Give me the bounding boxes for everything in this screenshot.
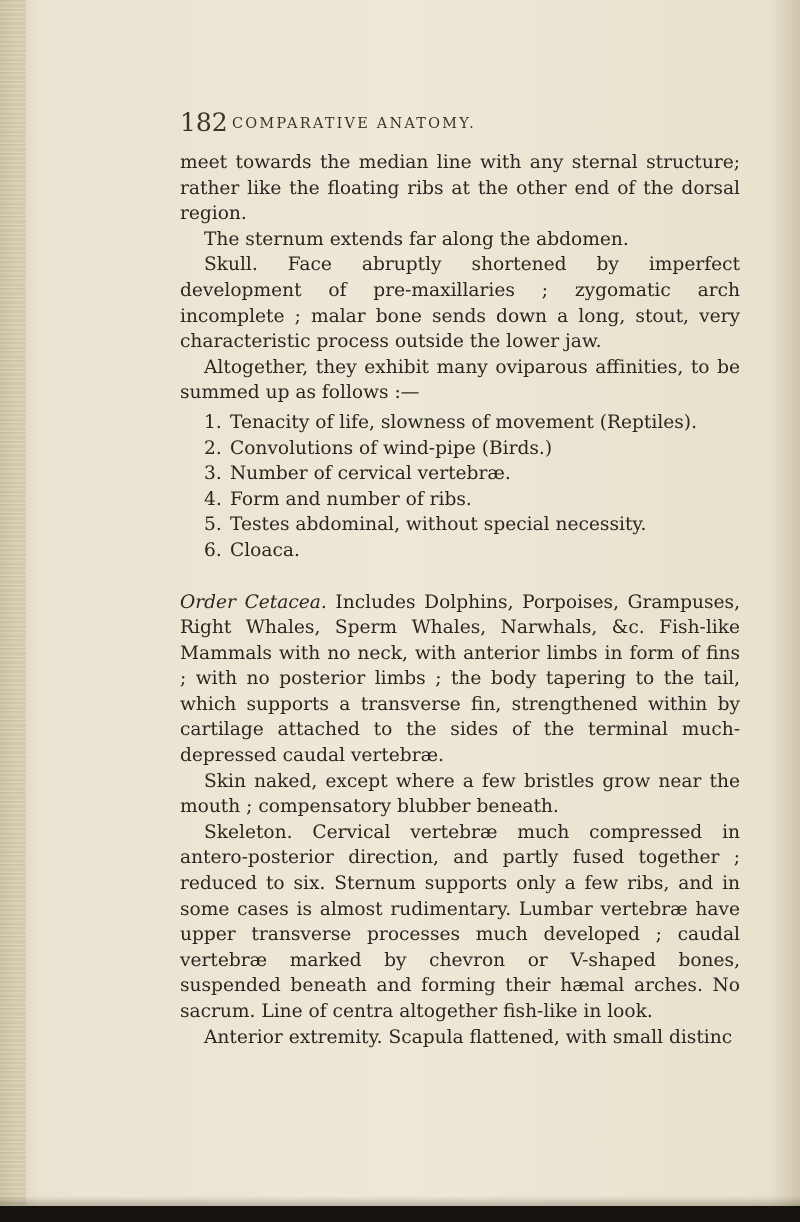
list-item-text: Tenacity of life, slowness of movement (Reptiles).: [230, 411, 697, 433]
section-spacer: [180, 564, 740, 590]
affinities-list: [180, 410, 740, 564]
list-item-number: 2.: [204, 437, 222, 459]
list-item-text: Convolutions of wind-pipe (Birds.): [230, 437, 553, 459]
order-heading: Order Cetacea.: [180, 591, 327, 613]
page-bottom-shadow: [0, 1196, 800, 1206]
page-bottom-edge: [0, 1206, 800, 1222]
page-header: [180, 108, 740, 138]
paragraph-skull: Skull. Face abruptly shortened by imperfect development of pre-maxillaries ; zygomatic arch incomplete ; malar bone sends down a long, stout, very characteristic process outside the lower jaw.: [180, 254, 740, 353]
list-item-number: 5.: [204, 514, 222, 536]
page-binding-edge: [0, 0, 26, 1222]
paragraph-anterior-extremity: Anterior extremity. Scapula flattened, with small distinc: [204, 1026, 733, 1048]
list-item-text: Number of cervical vertebræ.: [230, 463, 511, 485]
paragraph-skeleton: Skeleton. Cervical vertebræ much compressed in antero-posterior direction, and partly fused together ; reduced to six. Sternum supports only a few ribs, and in some cases is almost rudimentary. Lumbar vertebræ have upper transverse processes much developed ; caudal vertebræ marked by chevron or V-shaped bones, suspended beneath and forming their hæmal arches. No sacrum. Line of centra altogether fish-like in look.: [180, 821, 740, 1022]
running-head: COMPARATIVE ANATOMY.: [232, 116, 476, 132]
order-text: Includes Dolphins, Porpoises, Grampuses, Right Whales, Sperm Whales, Narwhals, &c. Fish-like Mammals with no neck, with anterior limbs in form of fins ; with no posterior limbs ; the body tapering to the tail, which supports a transverse fin, strengthened within by cartilage attached to the sides of the terminal much-depressed caudal vertebræ.: [180, 591, 740, 767]
list-item: [180, 538, 740, 564]
page-number: 182: [180, 108, 228, 137]
list-item-text: Form and number of ribs.: [230, 488, 472, 510]
paragraph-affinities: Altogether, they exhibit many oviparous affinities, to be summed up as follows :—: [180, 356, 740, 404]
page-body: [180, 150, 740, 1050]
list-item-number: 6.: [204, 539, 222, 561]
paragraph-continuation: meet towards the median line with any sternal structure; rather like the floating ribs at the other end of the dorsal region.: [180, 152, 740, 225]
list-item-text: Cloaca.: [230, 539, 300, 561]
list-item: [180, 461, 740, 487]
list-item-number: 3.: [204, 463, 222, 485]
list-item: [180, 487, 740, 513]
list-item: [180, 512, 740, 538]
paragraph-order-cetacea: [180, 590, 740, 769]
list-item: [180, 436, 740, 462]
paragraph-skin: Skin naked, except where a few bristles grow near the mouth ; compensatory blubber beneath.: [180, 770, 740, 818]
list-item-number: 4.: [204, 488, 222, 510]
list-item-text: Testes abdominal, without special necessity.: [230, 514, 647, 536]
list-item-number: 1.: [204, 411, 222, 433]
paragraph-sternum: The sternum extends far along the abdomen.: [204, 228, 629, 250]
list-item: [180, 410, 740, 436]
